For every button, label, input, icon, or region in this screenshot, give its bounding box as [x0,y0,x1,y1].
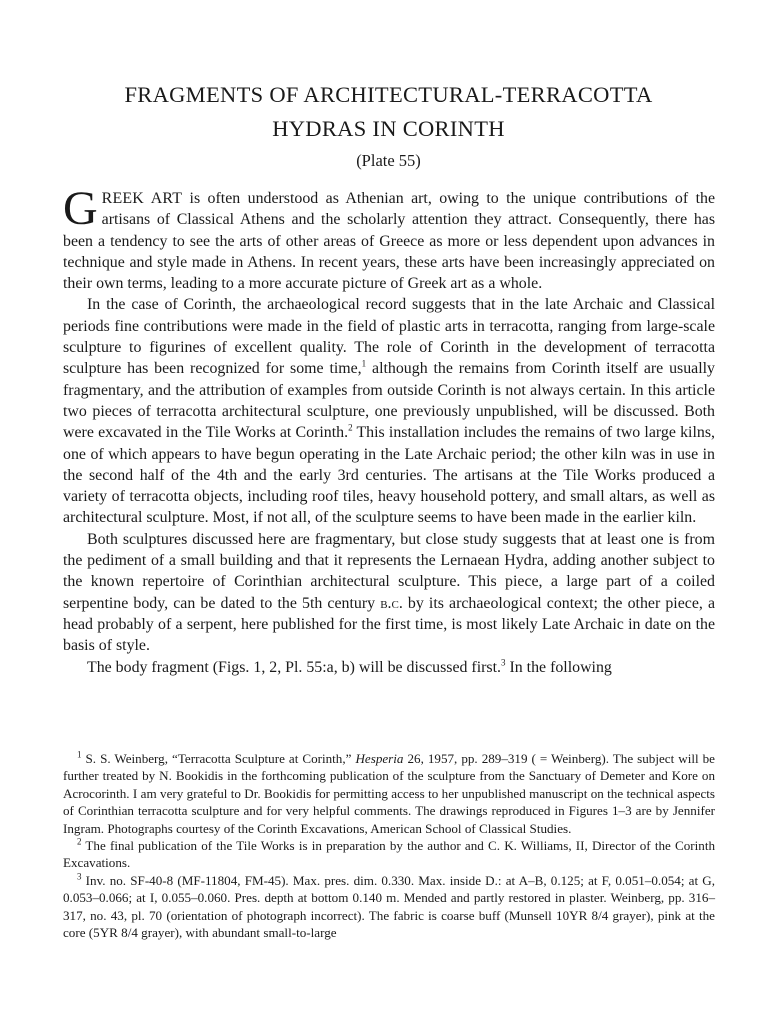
journal-title: Hesperia [355,751,404,766]
footnote-1-text-b: 26, 1957, pp. 289–319 ( = Weinberg). The subject will be further treated by N. Bookidis in the forthcoming publication of the sculpture from the Sanctuary of Demeter and Kore on Acrocorinth. I am very grateful to Dr. Bookidis for permitting access to her unpublished manuscript on the technical aspects of Corinthian terracotta sculpture and for very helpful comments. The drawings reproduced in Figures 1–3 are by Jennifer Ingram. Photographs courtesy of the Corinth Excavations, American School of Classical Studies. [63,751,715,836]
footnotes [63,750,715,941]
footnote-1 [63,750,715,837]
paragraph-1-text: is often understood as Athenian art, owing to the unique contributions of the artisans of Classical Athens and the scholarly attention they attract. Consequently, there has been a tendency to see the arts of other areas of Greece as more or less dependent upon advances in technique and style made in Athens. In recent years, these arts have been increasingly appreciated on their own terms, leading to a more accurate picture of Greek art as a whole. [63,190,715,293]
paragraph-2-text-a: In the case of Corinth, the archaeological record suggests that in the late Archaic and Classical periods fine contributions were made in the field of plastic arts in terracotta, ranging from large-scale sculpture to figurines of excellent quality. The role of Corinth in the development of terracotta sculpture has been recognized for some time, [63,296,715,378]
paragraph-3-text-a: Both sculptures discussed here are fragmentary, but close study suggests that at least one is from the pediment of a small building and that it represents the Lernaean Hydra, adding another subject to the known repertoire of Corinthian architectural sculpture. This piece, a large part of a coiled serpentine body, can be dated to the 5th century [63,530,715,612]
era-abbrev: b.c. [380,594,403,612]
paragraph-2-text-c: This installation includes the remains of two large kilns, one of which appears to have begun operating in the Late Archaic period; the other kiln was in use in the second half of the 4th and the early 3rd centuries. The artisans at the Tile Works produced a variety of terracotta objects, including roof tiles, heavy household pottery, and small altars, as well as architectural sculpture. Most, if not all, of the sculpture seems to have been made in the earlier kiln. [63,424,715,527]
footnote-ref-3[interactable]: 3 [501,657,506,668]
footnote-1-number: 1 [77,749,82,760]
paragraph-3-text-b: by its archaeological context; the other piece, a head probably of a serpent, here published for the first time, is most likely Late Archaic in date on the basis of style. [63,594,716,655]
footnote-2 [63,837,715,872]
paragraph-4-text-b: In the following [505,658,612,676]
article-body [63,182,716,678]
paragraph-2 [63,294,715,528]
plate-reference: (Plate 55) [356,151,421,170]
drop-cap: G [63,182,98,235]
title-line-1: FRAGMENTS OF ARCHITECTURAL-TERRACOTTA [124,82,653,107]
footnote-2-text: The final publication of the Tile Works is in preparation by the author and C. K. Williams, II, Director of the Corinth Excavations. [63,838,715,871]
footnote-3 [63,872,715,942]
lead-in: REEK ART [101,190,183,207]
footnote-3-number: 3 [77,871,82,882]
article-title [40,78,737,146]
paragraph-4-text-a: The body fragment (Figs. 1, 2, Pl. 55:a, b) will be discussed first. [87,658,501,676]
footnote-2-number: 2 [77,836,82,847]
title-line-2: HYDRAS IN CORINTH [272,116,505,141]
paragraph-1 [63,182,715,294]
footnote-ref-1[interactable]: 1 [361,359,367,370]
paragraph-4 [63,657,715,678]
paragraph-2-text-b: although the remains from Corinth itself are usually fragmentary, and the attribution of examples from outside Corinth is not always certain. In this article two pieces of terracotta architectural sculpture, one previously unpublished, will be discussed. Both were excavated in the Tile Works at Corinth. [63,360,715,442]
paragraph-3 [63,529,715,657]
footnote-ref-2[interactable]: 2 [348,422,353,433]
footnote-1-text-a: S. S. Weinberg, “Terracotta Sculpture at Corinth,” [81,751,356,766]
footnote-3-text: Inv. no. SF-40-8 (MF-11804, FM-45). Max. pres. dim. 0.330. Max. inside D.: at A–B, 0.125; at F, 0.051–0.054; at G, 0.053–0.066; at I, 0.055–0.060. Pres. depth at bottom 0.140 m. Mended and partly restored in plaster. Weinberg, pp. 316–317, no. 43, pl. 70 (orientation of photograph incorrect). The fabric is coarse buff (Munsell 10YR 8/4 grayer), pink at the core (5YR 8/4 grayer), with abundant small-to-large [63,872,715,941]
